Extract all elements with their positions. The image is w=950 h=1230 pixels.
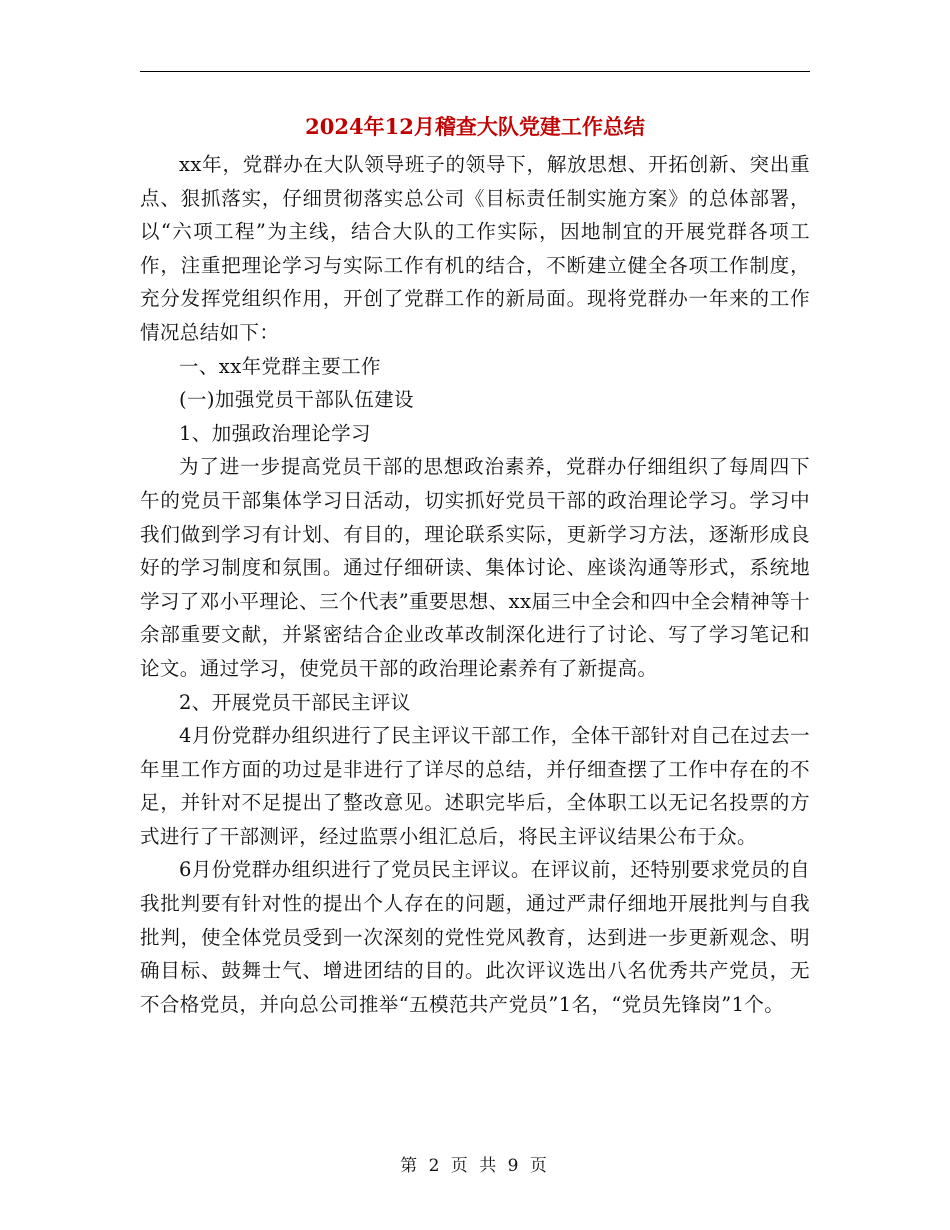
header-rule: [140, 71, 810, 72]
intro-paragraph: xx年，党群办在大队领导班子的领导下，解放思想、开拓创新、突出重点、狠抓落实，仔细贯彻落实总公司《目标责任制实施方案》的总体部署，以“六项工程”为主线，结合大队的工作实际，因地制宜的开展党群各项工作，注重把理论学习与实际工作有机的结合，不断建立健全各项工作制度，充分发挥党组织作用，开创了党群工作的新局面。现将党群办一年来的工作情况总结如下：: [140, 153, 810, 344]
document-body: [140, 148, 810, 1021]
item-heading-study: 1、加强政治理论学习: [179, 421, 371, 445]
item-heading-review: 2、开展党员干部民主评议: [179, 690, 411, 714]
document-title: 2024年12月稽查大队党建工作总结: [305, 114, 645, 139]
page-number: 第 2 页 共 9 页: [400, 1156, 550, 1176]
study-paragraph: 为了进一步提高党员干部的思想政治素养，党群办仔细组织了每周四下午的党员干部集体学习日活动，切实抓好党员干部的政治理论学习。学习中我们做到学习有计划、有目的，理论联系实际，更新学习方法，逐渐形成良好的学习制度和氛围。通过仔细研读、集体讨论、座谈沟通等形式，系统地学习了邓小平理论、三个代表”重要思想、xx届三中全会和四中全会精神等十余部重要文献，并紧密结合企业改革改制深化进行了讨论、写了学习笔记和论文。通过学习，使党员干部的政治理论素养有了新提高。: [140, 455, 810, 680]
member-review-paragraph: 6月份党群办组织进行了党员民主评议。在评议前，还特别要求党员的自我批判要有针对性的提出个人存在的问题，通过严肃仔细地开展批判与自我批判，使全体党员受到一次深刻的党性党风教育，达到进一步更新观念、明确目标、鼓舞士气、增进团结的目的。此次评议选出八名优秀共产党员，无不合格党员，并向总公司推举“五模范共产党员”1名，“党员先锋岗”1个。: [140, 858, 810, 1016]
section-heading: 一、xx年党群主要工作: [179, 354, 381, 378]
subsection-heading: (一)加强党员干部队伍建设: [179, 388, 414, 412]
cadre-review-paragraph: 4月份党群办组织进行了民主评议干部工作，全体干部针对自己在过去一年里工作方面的功过是非进行了详尽的总结，并仔细查摆了工作中存在的不足，并针对不足提出了整改意见。述职完毕后，全体职工以无记名投票的方式进行了干部测评，经过监票小组汇总后，将民主评议结果公布于众。: [140, 724, 810, 848]
